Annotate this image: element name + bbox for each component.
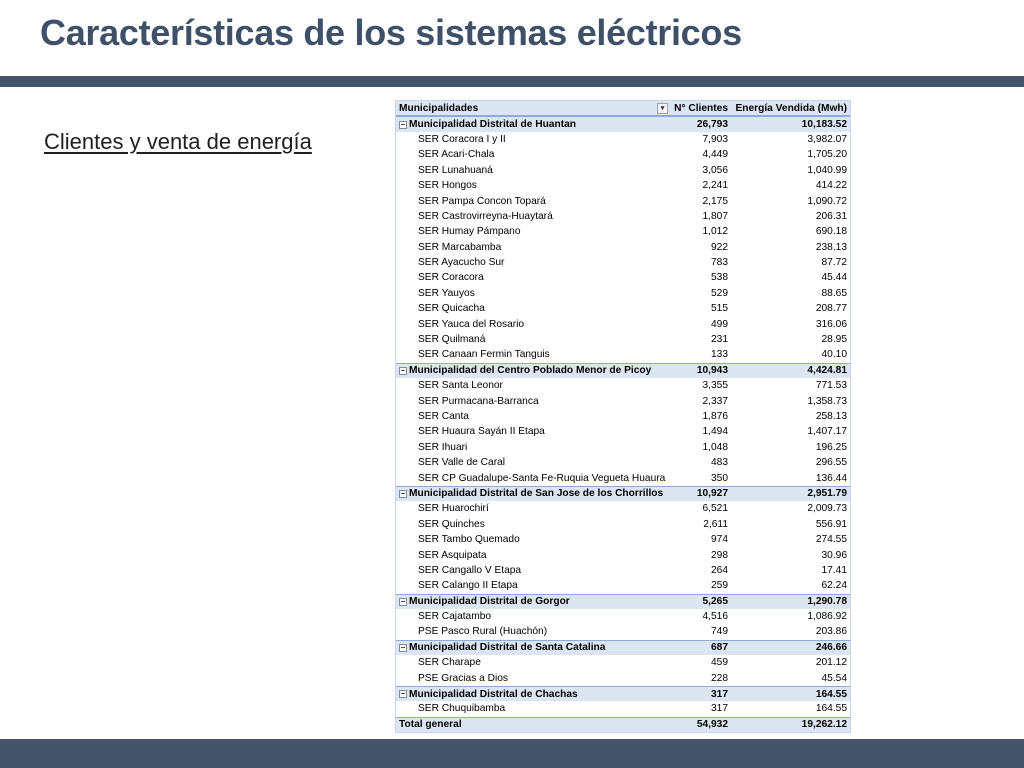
item-energia: 1,086.92: [807, 611, 847, 623]
group-name: Municipalidad Distrital de Huantan: [409, 119, 576, 131]
item-clientes: 459: [711, 657, 728, 669]
item-row: [396, 517, 850, 532]
item-energia: 690.18: [815, 226, 847, 238]
group-clientes: 10,943: [696, 365, 728, 377]
item-clientes: 6,521: [702, 503, 728, 515]
item-energia: 316.06: [815, 318, 847, 330]
item-energia: 206.31: [815, 210, 847, 222]
item-name: SER Ayacucho Sur: [418, 257, 505, 269]
item-clientes: 4,516: [702, 611, 728, 623]
title-divider-band: [0, 76, 1024, 87]
item-clientes: 350: [711, 472, 728, 484]
group-name-cell: [396, 596, 672, 607]
item-name: SER Coracora I y II: [418, 133, 506, 145]
group-clientes: 10,927: [696, 488, 728, 500]
slide-title: Características de los sistemas eléctricos: [40, 12, 742, 53]
item-clientes: 259: [711, 580, 728, 592]
item-energia: 87.72: [821, 257, 847, 269]
item-energia: 1,358.73: [807, 395, 847, 407]
item-name: SER Acari-Chala: [418, 149, 495, 161]
item-energia: 28.95: [821, 334, 847, 346]
item-clientes: 3,056: [702, 164, 728, 176]
item-row: [396, 501, 850, 516]
item-clientes: 231: [711, 334, 728, 346]
item-name: SER Valle de Caral: [418, 457, 506, 469]
item-name: SER Tambo Quemado: [418, 534, 520, 546]
group-energia: 246.66: [815, 642, 847, 654]
item-row: [396, 240, 850, 255]
header-municipalidades-cell: [396, 103, 672, 114]
group-energia: 164.55: [815, 688, 847, 700]
item-name: SER Chuquibamba: [418, 703, 506, 715]
total-row: [396, 717, 850, 732]
item-row: [396, 378, 850, 393]
item-energia: 62.24: [821, 580, 847, 592]
group-row: [396, 686, 850, 701]
item-energia: 88.65: [821, 287, 847, 299]
item-name: SER Cangallo V Etapa: [418, 564, 522, 576]
collapse-icon[interactable]: −: [400, 365, 406, 375]
item-clientes: 483: [711, 457, 728, 469]
item-clientes: 2,175: [702, 195, 728, 207]
item-row: [396, 455, 850, 470]
collapse-icon[interactable]: −: [400, 119, 406, 129]
item-clientes: 783: [711, 257, 728, 269]
item-row: [396, 163, 850, 178]
item-clientes: 1,494: [702, 426, 728, 438]
group-energia: 2,951.79: [807, 488, 847, 500]
item-energia: 296.55: [815, 457, 847, 469]
total-energia: 19,262.12: [801, 719, 847, 731]
item-name: SER Charape: [418, 657, 481, 669]
item-name: SER Asquipata: [418, 549, 487, 561]
item-energia: 771.53: [815, 380, 847, 392]
item-energia: 196.25: [815, 441, 847, 453]
item-name: SER Canaan Fermin Tanguis: [418, 349, 550, 361]
item-clientes: 529: [711, 287, 728, 299]
item-energia: 40.10: [821, 349, 847, 361]
item-clientes: 1,876: [702, 411, 728, 422]
item-clientes: 749: [711, 626, 728, 638]
item-row: [396, 301, 850, 316]
item-name: SER Yauca del Rosario: [418, 318, 525, 330]
item-name: SER Pampa Concon Topará: [418, 195, 546, 207]
item-energia: 258.13: [815, 411, 847, 422]
group-name: Municipalidad Distrital de Gorgor: [409, 596, 570, 608]
group-name-cell: [396, 689, 672, 700]
group-name: Municipalidad Distrital de Santa Catalina: [409, 642, 606, 654]
item-name: SER Lunahuaná: [418, 164, 493, 176]
item-row: [396, 147, 850, 162]
group-clientes: 5,265: [702, 596, 728, 608]
item-name: SER Huarochirí: [418, 503, 489, 515]
collapse-icon[interactable]: −: [400, 642, 406, 652]
item-energia: 45.44: [821, 272, 847, 284]
item-row: [396, 132, 850, 147]
item-name: SER Santa Leonor: [418, 380, 503, 392]
collapse-icon[interactable]: −: [400, 488, 406, 498]
footer-band: [0, 739, 1024, 768]
item-row: [396, 332, 850, 347]
item-row: [396, 347, 850, 362]
item-energia: 414.22: [815, 180, 847, 192]
item-energia: 556.91: [815, 518, 847, 530]
item-energia: 201.12: [815, 657, 847, 669]
item-clientes: 133: [711, 349, 728, 361]
group-energia: 4,424.81: [807, 365, 847, 377]
item-clientes: 264: [711, 564, 728, 576]
item-clientes: 1,012: [702, 226, 728, 238]
item-name: SER Yauyos: [418, 287, 475, 299]
collapse-icon[interactable]: −: [400, 689, 406, 699]
item-name: PSE Gracias a Dios: [418, 672, 509, 684]
item-name: PSE Pasco Rural (Huachón): [418, 626, 548, 638]
item-clientes: 2,611: [703, 518, 728, 530]
item-energia: 1,407.17: [807, 426, 847, 438]
group-name-cell: [396, 488, 672, 499]
item-name: SER Humay Pámpano: [418, 226, 521, 238]
item-row: [396, 655, 850, 670]
item-clientes: 2,241: [702, 180, 728, 192]
item-row: [396, 255, 850, 270]
item-energia: 164.55: [815, 703, 847, 715]
item-energia: 30.96: [821, 549, 847, 561]
pivot-body: [396, 116, 850, 716]
item-row: [396, 316, 850, 331]
item-clientes: 3,355: [702, 380, 728, 392]
item-clientes: 974: [711, 534, 728, 546]
item-energia: 1,090.72: [807, 195, 847, 207]
item-row: [396, 624, 850, 639]
item-name: SER Hongos: [418, 180, 477, 192]
item-energia: 45.54: [821, 672, 847, 684]
item-row: [396, 563, 850, 578]
item-row: [396, 532, 850, 547]
group-name: Municipalidad Distrital de San Jose de los Chorrillos: [409, 488, 664, 500]
total-clientes: 54,932: [696, 719, 728, 731]
group-row: [396, 116, 850, 131]
item-row: [396, 409, 850, 424]
group-name: Municipalidad del Centro Poblado Menor de Picoy: [409, 365, 652, 377]
slide-subtitle: Clientes y venta de energía: [44, 129, 312, 154]
item-name: SER Quicacha: [418, 303, 485, 315]
item-clientes: 298: [711, 549, 728, 561]
item-row: [396, 701, 850, 716]
header-clientes: N° Clientes: [674, 102, 728, 114]
item-energia: 208.77: [815, 303, 847, 315]
group-energia: 10,183.52: [801, 119, 847, 131]
item-row: [396, 286, 850, 301]
group-clientes: 317: [711, 688, 728, 700]
item-row: [396, 440, 850, 455]
header-municipalidades: Municipalidades: [399, 102, 479, 114]
item-clientes: 922: [711, 241, 728, 253]
group-clientes: 687: [711, 642, 728, 654]
item-energia: 3,982.07: [807, 133, 847, 145]
item-name: SER Ihuari: [418, 441, 468, 453]
item-name: SER Quinches: [418, 518, 485, 530]
total-label: Total general: [399, 719, 462, 731]
item-name: SER Cajatambo: [418, 611, 492, 623]
group-name-cell: [396, 365, 672, 376]
item-clientes: 228: [711, 672, 728, 684]
item-clientes: 2,337: [702, 395, 728, 407]
item-clientes: 1,048: [702, 441, 728, 453]
item-name: SER Canta: [418, 411, 469, 422]
item-name: SER Calango II Etapa: [418, 580, 518, 592]
item-clientes: 515: [711, 303, 728, 315]
item-energia: 2,009.73: [807, 503, 847, 515]
item-energia: 203.86: [815, 626, 847, 638]
item-row: [396, 178, 850, 193]
item-clientes: 499: [711, 318, 728, 330]
filter-sort-icon[interactable]: ▾: [657, 103, 668, 114]
group-name: Municipalidad Distrital de Chachas: [409, 688, 578, 700]
group-clientes: 26,793: [696, 119, 728, 131]
item-energia: 17.41: [821, 564, 847, 576]
item-clientes: 1,807: [702, 210, 728, 222]
group-row: [396, 363, 850, 378]
item-name: SER Castrovirreyna-Huaytará: [418, 210, 553, 222]
header-energia: Energía Vendida (Mwh): [735, 102, 847, 114]
group-energia: 1,290.78: [807, 596, 847, 608]
item-row: [396, 470, 850, 485]
item-energia: 136.44: [815, 472, 847, 484]
item-row: [396, 209, 850, 224]
item-row: [396, 270, 850, 285]
item-row: [396, 609, 850, 624]
group-name-cell: [396, 642, 672, 653]
item-energia: 1,705.20: [807, 149, 847, 161]
item-energia: 238.13: [815, 241, 847, 253]
item-name: SER Marcabamba: [418, 241, 502, 253]
item-name: SER CP Guadalupe-Santa Fe-Ruquia Vegueta Huaura: [418, 472, 666, 484]
item-row: [396, 224, 850, 239]
group-row: [396, 486, 850, 501]
group-name-cell: [396, 119, 672, 130]
item-row: [396, 547, 850, 562]
pivot-header-row: [396, 101, 850, 116]
item-name: SER Huaura Sayán II Etapa: [418, 426, 545, 438]
item-row: [396, 670, 850, 685]
item-energia: 1,040.99: [807, 164, 847, 176]
item-row: [396, 424, 850, 439]
group-row: [396, 640, 850, 655]
item-clientes: 317: [711, 703, 728, 715]
item-energia: 274.55: [815, 534, 847, 546]
item-row: [396, 578, 850, 593]
group-row: [396, 594, 850, 609]
pivot-table: [395, 100, 851, 733]
item-clientes: 538: [711, 272, 728, 284]
item-name: SER Quilmaná: [418, 334, 486, 346]
item-row: [396, 193, 850, 208]
item-clientes: 7,903: [702, 133, 728, 145]
item-clientes: 4,449: [702, 149, 728, 161]
item-name: SER Coracora: [418, 272, 484, 284]
collapse-icon[interactable]: −: [400, 596, 406, 606]
item-name: SER Purmacana-Barranca: [418, 395, 539, 407]
item-row: [396, 393, 850, 408]
